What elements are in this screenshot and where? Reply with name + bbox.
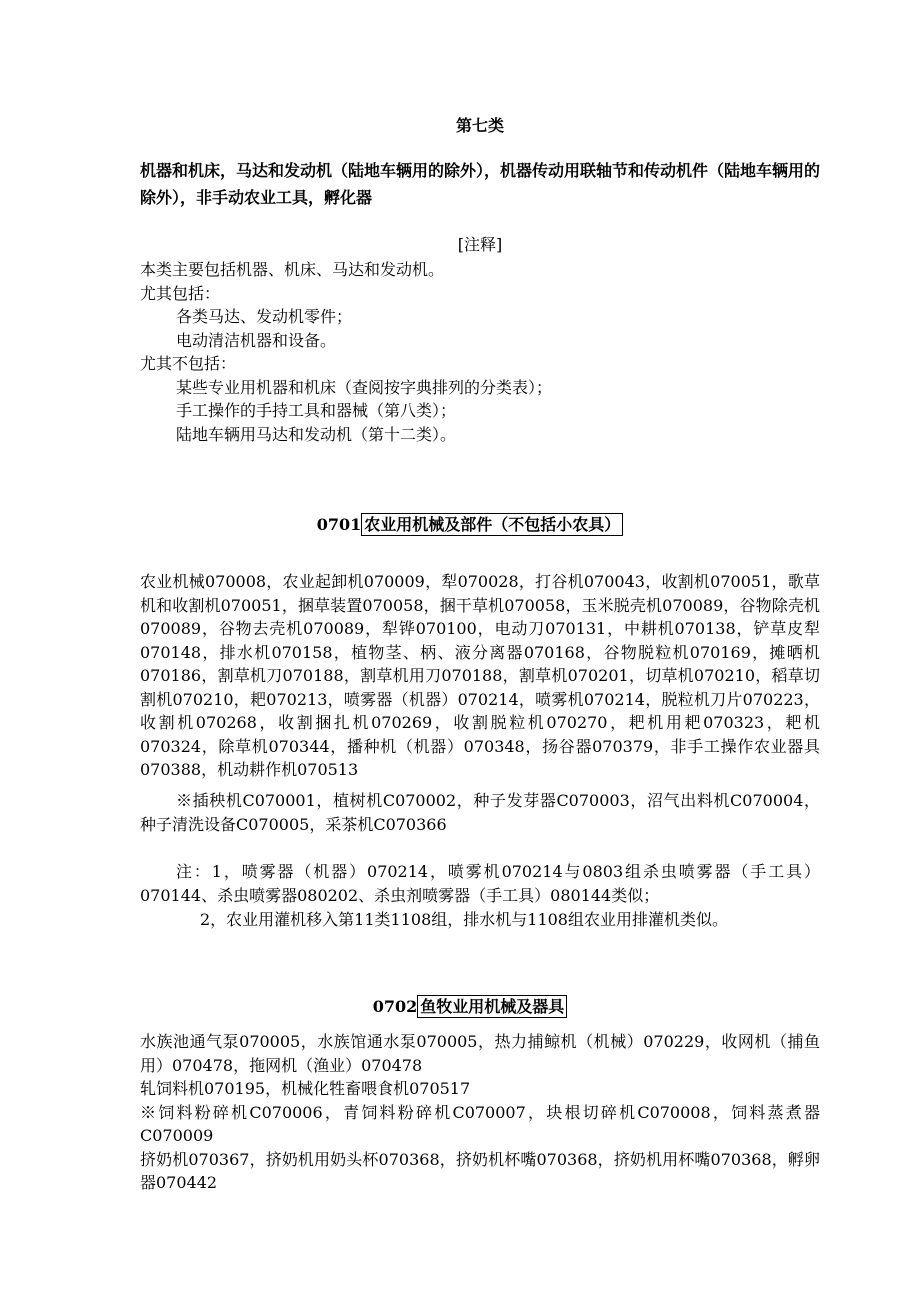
includes-label: 尤其包括： bbox=[140, 283, 221, 303]
class-heading: 机器和机床，马达和发动机（陆地车辆用的除外），机器传动用联轴节和传动机件（陆地车辆用的除外），非手动农业工具，孵化器 bbox=[140, 161, 821, 207]
excludes-item: 手工操作的手持工具和器械（第八类）； bbox=[176, 401, 457, 420]
group-0701-note-2-wrap bbox=[140, 908, 820, 932]
notes-intro: 本类主要包括机器、机床、马达和发动机。 bbox=[140, 260, 445, 279]
notes-section bbox=[140, 258, 820, 446]
group-0702-line: ※饲料粉碎机C070006，青饲料粉碎机C070007，块根切碎机C070008，饲料蒸煮器C070009 bbox=[140, 1102, 820, 1145]
group-code: 0702 bbox=[372, 997, 418, 1016]
group-0702-line: 挤奶机070367，挤奶机用奶头杯070368，挤奶机杯嘴070368，挤奶机用杯嘴070368，孵卵器070442 bbox=[140, 1149, 820, 1192]
group-0702-line: 水族池通气泵070005，水族馆通水泵070005，热力捕鲸机（机械）070229，收网机（捕鱼用）070478，拖网机（渔业）070478 bbox=[140, 1032, 820, 1075]
notes-header: [注释] bbox=[457, 235, 503, 254]
includes-item: 电动清洁机器和设备。 bbox=[176, 330, 337, 350]
includes-item: 各类马达、发动机零件； bbox=[176, 307, 353, 326]
group-0702-heading bbox=[0, 994, 920, 1017]
group-0701-heading bbox=[0, 512, 920, 535]
excludes-label: 尤其不包括： bbox=[140, 354, 237, 373]
group-0701-note-2: 2，农业用灌机移入第11类1108组，排水机与1108组农业用排灌机类似。 bbox=[200, 910, 728, 929]
group-0701-items: 农业机械070008，农业起卸机070009，犁070028，打谷机070043，收割机070051，歌草机和收割机070051，捆草装置070058，捆干草机070058，玉米脱壳机070089，谷物除壳机070089，谷物去壳机070089，犁铧070100，电动刀070131，中耕机070138，铲草皮犁070148，排水机070158，植物茎、柄、液分离器070168，谷物脱粒机070169，摊晒机070186，割草机刀070188，割草机用刀070188，割草机070201，切草机070210，稻草切割机070210，耙070213，喷雾器（机器）070214，喷雾机070214，脱粒机刀片070223，收割机070268，收割捆扎机070269，收割脱粒机070270，耙机用耙070323，耙机070324，除草机070344，播种机（机器）070348，扬谷器070379，非手工操作农业器具070388，机动耕作机070513 bbox=[140, 572, 820, 779]
group-0702-items bbox=[140, 1030, 820, 1195]
group-0702-line: 轧饲料机070195，机械化牲畜喂食机070517 bbox=[140, 1079, 471, 1098]
group-name: 农业用机械及部件（不包括小农具） bbox=[361, 513, 623, 536]
group-0701-note-1: 注：1，喷雾器（机器）070214，喷雾机070214与0803组杀虫喷雾器（手工具）070144、杀虫喷雾器080202、杀虫剂喷雾器（手工具）080144类似； bbox=[140, 862, 820, 905]
group-name: 鱼牧业用机械及器具 bbox=[417, 995, 567, 1018]
excludes-item: 某些专业用机器和机床（查阅按字典排列的分类表）； bbox=[176, 377, 553, 397]
group-0701-special: ※插秧机C070001，植树机C070002，种子发芽器C070003，沼气出料机C070004，种子清洗设备C070005，采茶机C070366 bbox=[140, 791, 820, 834]
class-title: 第七类 bbox=[455, 116, 504, 135]
group-code: 0701 bbox=[316, 515, 362, 534]
excludes-item: 陆地车辆用马达和发动机（第十二类）。 bbox=[176, 424, 457, 444]
